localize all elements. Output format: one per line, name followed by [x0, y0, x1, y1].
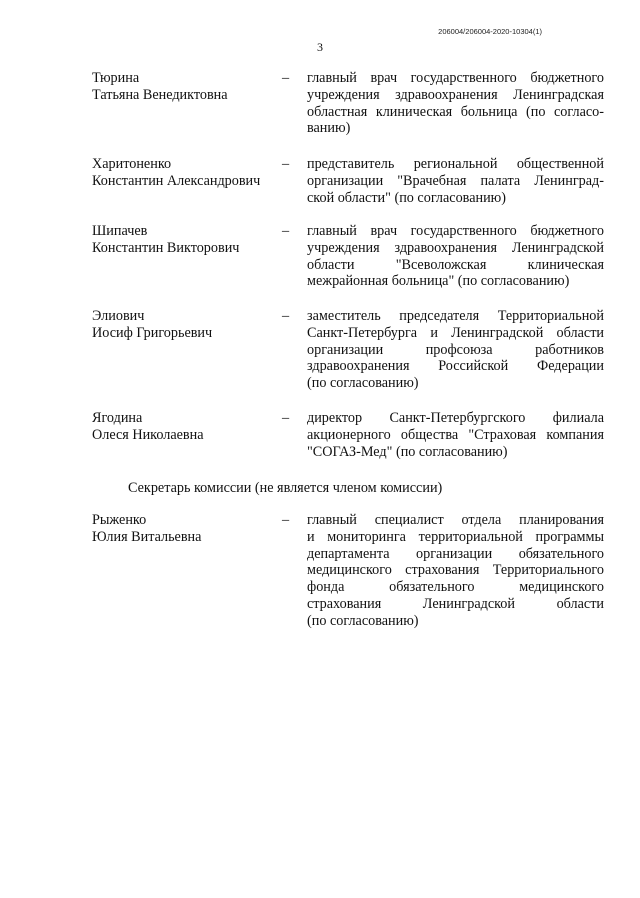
member-given-names: Олеся Николаевна — [92, 426, 204, 443]
position-line: областная клиническая больница (по согласо- — [307, 103, 604, 120]
member-position — [307, 410, 604, 460]
member-surname: Харитоненко — [92, 156, 172, 172]
position-line: и мониторинга территориальной программы — [307, 528, 604, 545]
position-line: заместитель председателя Территориальной — [307, 308, 604, 324]
position-line: "СОГАЗ-Мед" (по согласованию) — [307, 443, 508, 460]
position-line: департамента организации обязательного — [307, 545, 604, 562]
position-line: организации "Врачебная палата Ленинград- — [307, 172, 604, 189]
member-given-names: Иосиф Григорьевич — [92, 324, 213, 341]
position-line: медицинского страхования Территориального — [307, 562, 604, 579]
position-line: главный врач государственного бюджетного — [307, 70, 604, 86]
secretary-given-names: Юлия Витальевна — [92, 528, 202, 545]
document-id: 206004/206004-2020-10304(1) — [438, 27, 542, 36]
position-line: (по согласованию) — [307, 612, 419, 629]
member-given-names: Константин Викторович — [92, 239, 240, 256]
dash-separator: – — [282, 156, 290, 172]
position-line: организации профсоюза работников — [307, 341, 604, 358]
position-line: Санкт-Петербурга и Ленинградской области — [307, 324, 604, 341]
position-line: области "Всеволожская клиническая — [307, 256, 604, 273]
member-position — [307, 156, 604, 206]
position-line: представитель региональной общественной — [307, 156, 604, 172]
member-surname: Ягодина — [92, 410, 143, 426]
position-line: директор Санкт-Петербургского филиала — [307, 410, 604, 426]
secretary-surname: Рыженко — [92, 512, 147, 528]
member-given-names: Татьяна Венедиктовна — [92, 86, 228, 103]
page-number: 3 — [317, 40, 323, 54]
position-line: страхования Ленинградской области — [307, 595, 604, 612]
position-line: ванию) — [307, 120, 351, 137]
dash-separator: – — [282, 512, 290, 528]
member-surname: Элиович — [92, 308, 145, 324]
dash-separator: – — [282, 410, 290, 426]
member-name — [92, 70, 282, 104]
position-line: (по согласованию) — [307, 375, 419, 392]
position-line: учреждения здравоохранения Ленинградская — [307, 86, 604, 103]
member-position — [307, 223, 604, 290]
dash-separator: – — [282, 223, 290, 239]
dash-separator: – — [282, 70, 290, 86]
member-name — [92, 156, 282, 190]
position-line: фонда обязательного медицинского — [307, 579, 604, 596]
member-name — [92, 410, 282, 444]
position-line: межрайонная больница" (по согласованию) — [307, 273, 570, 290]
member-position — [307, 70, 604, 137]
position-line: здравоохранения Российской Федерации — [307, 358, 604, 375]
member-surname: Шипачев — [92, 223, 148, 239]
member-surname: Тюрина — [92, 70, 140, 86]
member-name — [92, 223, 282, 257]
position-line: главный специалист отдела планирования — [307, 512, 604, 528]
member-name — [92, 308, 282, 342]
position-line: главный врач государственного бюджетного — [307, 223, 604, 239]
position-line: учреждения здравоохранения Ленинградской — [307, 239, 604, 256]
position-line: ской области" (по согласованию) — [307, 189, 506, 206]
secretary-heading: Секретарь комиссии (не является членом комиссии) — [128, 480, 443, 496]
secretary-name — [92, 512, 282, 546]
member-position — [307, 308, 604, 392]
dash-separator: – — [282, 308, 290, 324]
position-line: акционерного общества "Страховая компания — [307, 426, 604, 443]
secretary-position — [307, 512, 604, 630]
member-given-names: Константин Александрович — [92, 172, 261, 189]
